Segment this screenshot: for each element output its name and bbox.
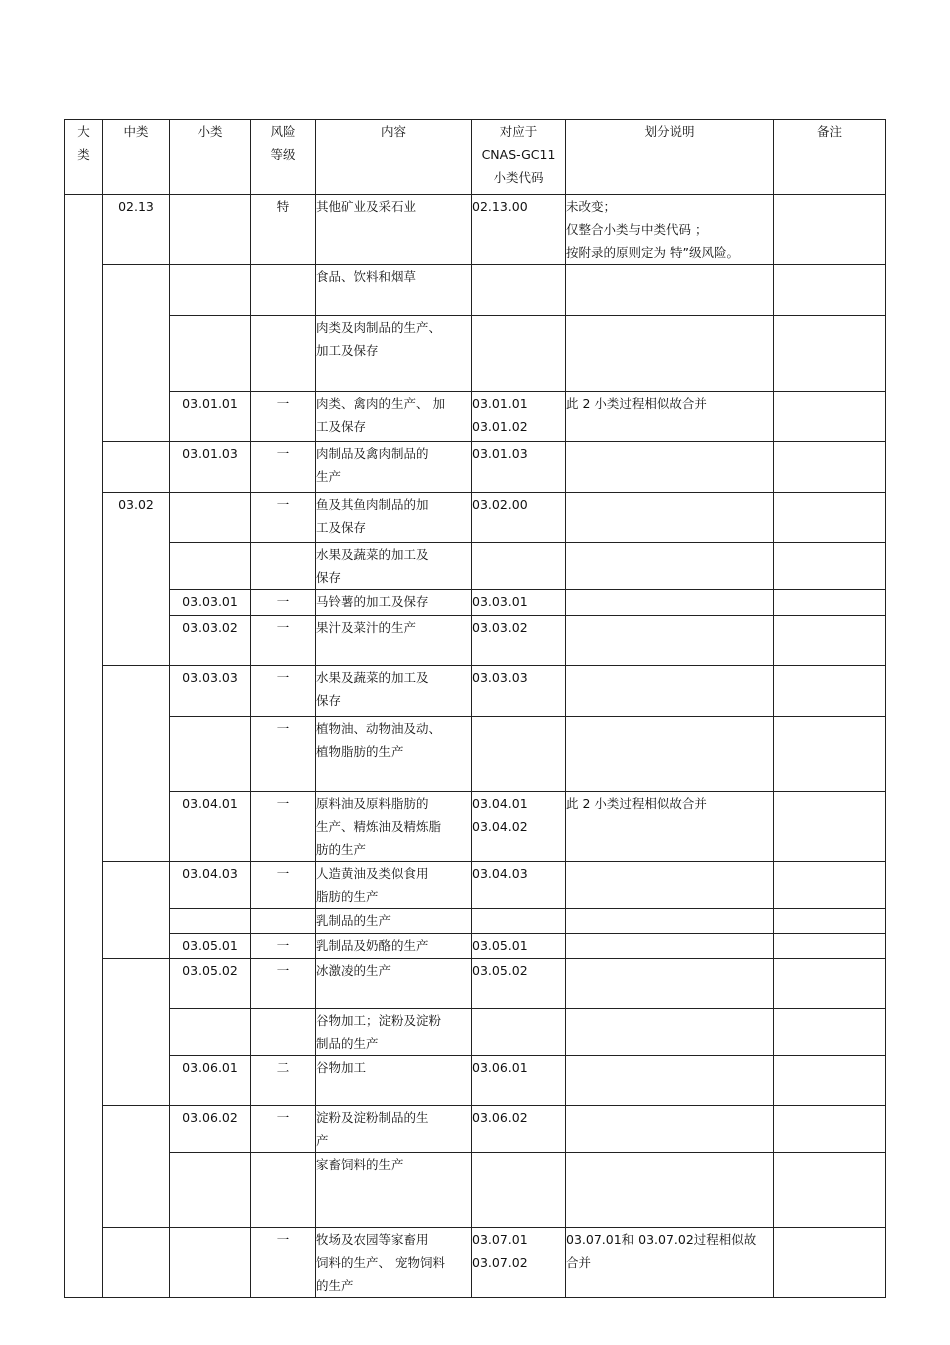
cell-minor: 03.03.03 <box>170 666 251 717</box>
cell-content <box>316 195 472 265</box>
cell-risk <box>251 1009 316 1056</box>
cell-cnas <box>472 316 566 392</box>
cell-cnas <box>472 717 566 792</box>
cell-cnas <box>472 392 566 442</box>
content-line: 马铃薯的加工及保存 <box>316 594 429 609</box>
cell-risk: 一 <box>251 493 316 543</box>
cell-minor: 03.04.01 <box>170 792 251 862</box>
cnas-line: 03.07.02 <box>472 1255 528 1270</box>
cell-remark <box>774 316 886 392</box>
cell-remark <box>774 616 886 666</box>
content-line: 乳制品的生产 <box>316 913 392 928</box>
cell-explain <box>566 493 774 543</box>
cell-explain <box>566 590 774 616</box>
cnas-line: 03.07.01 <box>472 1232 528 1247</box>
cell-risk <box>251 1153 316 1228</box>
content-line: 工及保存 <box>316 419 367 434</box>
cell-risk <box>251 316 316 392</box>
content-line: 肉制品及禽肉制品的 <box>316 446 429 461</box>
cnas-line: 03.01.02 <box>472 419 528 434</box>
cell-content <box>316 1106 472 1153</box>
cell-cnas <box>472 909 566 934</box>
cell-remark <box>774 1106 886 1153</box>
cell-minor: 03.01.01 <box>170 392 251 442</box>
cell-content <box>316 934 472 959</box>
table-row <box>65 195 886 265</box>
cell-remark <box>774 1009 886 1056</box>
content-line: 肉类及肉制品的生产、 <box>316 320 442 335</box>
cell-minor: 03.03.01 <box>170 590 251 616</box>
cell-cnas <box>472 265 566 316</box>
cell-explain <box>566 1056 774 1106</box>
content-line: 冰激凌的生产 <box>316 963 392 978</box>
cell-explain <box>566 392 774 442</box>
content-line: 植物脂肪的生产 <box>316 744 404 759</box>
cell-explain <box>566 792 774 862</box>
cell-cnas <box>472 442 566 493</box>
table-row <box>65 442 886 493</box>
cell-content <box>316 316 472 392</box>
cell-remark <box>774 934 886 959</box>
cell-remark <box>774 543 886 590</box>
content-line: 食品、饮料和烟草 <box>316 269 417 284</box>
content-line: 保存 <box>316 570 342 585</box>
cnas-line: 03.04.03 <box>472 866 528 881</box>
header-minor: 小类 <box>170 120 251 195</box>
cell-risk <box>251 265 316 316</box>
cell-minor: 03.05.02 <box>170 959 251 1009</box>
header-cnas: 对应于 CNAS-GC11 小类代码 <box>472 120 566 195</box>
cell-risk: 一 <box>251 616 316 666</box>
table-row <box>65 1106 886 1153</box>
table-row <box>65 1153 886 1228</box>
cell-remark <box>774 195 886 265</box>
cell-cnas <box>472 1228 566 1298</box>
cell-explain <box>566 265 774 316</box>
cnas-line: 03.03.01 <box>472 594 528 609</box>
content-line: 牧场及农园等家畜用 <box>316 1232 429 1247</box>
cell-mid <box>103 959 170 1106</box>
cell-risk <box>251 909 316 934</box>
cell-content <box>316 1009 472 1056</box>
cnas-line: 03.06.01 <box>472 1060 528 1075</box>
cell-risk: 一 <box>251 1106 316 1153</box>
cell-remark <box>774 1153 886 1228</box>
content-line: 的生产 <box>316 1278 354 1293</box>
cell-remark <box>774 862 886 909</box>
cell-minor: 03.06.02 <box>170 1106 251 1153</box>
header-explain: 划分说明 <box>566 120 774 195</box>
table-row <box>65 792 886 862</box>
cell-remark <box>774 265 886 316</box>
content-line: 家畜饲料的生产 <box>316 1157 404 1172</box>
cell-remark <box>774 1228 886 1298</box>
cell-content <box>316 1056 472 1106</box>
header-remark: 备注 <box>774 120 886 195</box>
cell-risk: 一 <box>251 442 316 493</box>
explain-line: 03.07.01和 03.07.02过程相似故 <box>566 1232 757 1247</box>
content-line: 水果及蔬菜的加工及 <box>316 670 429 685</box>
table-row <box>65 666 886 717</box>
cell-minor <box>170 195 251 265</box>
classification-table <box>64 119 886 1298</box>
cell-remark <box>774 959 886 1009</box>
content-line: 人造黄油及类似食用 <box>316 866 429 881</box>
cell-explain <box>566 934 774 959</box>
content-line: 谷物加工；淀粉及淀粉 <box>316 1013 442 1028</box>
cell-major <box>65 195 103 1298</box>
cell-cnas <box>472 1056 566 1106</box>
cell-cnas <box>472 792 566 862</box>
cell-remark <box>774 909 886 934</box>
cell-risk: 一 <box>251 862 316 909</box>
cell-cnas <box>472 959 566 1009</box>
cell-content <box>316 1153 472 1228</box>
cnas-line: 03.05.02 <box>472 963 528 978</box>
table-row <box>65 543 886 590</box>
cell-risk: 一 <box>251 934 316 959</box>
cnas-line: 03.01.01 <box>472 396 528 411</box>
cell-mid <box>103 1228 170 1298</box>
header-row <box>65 120 886 195</box>
cell-content <box>316 862 472 909</box>
cell-risk: 特 <box>251 195 316 265</box>
cell-explain <box>566 862 774 909</box>
table-row <box>65 1228 886 1298</box>
table-row <box>65 909 886 934</box>
cell-content <box>316 909 472 934</box>
table-row <box>65 717 886 792</box>
cell-content <box>316 717 472 792</box>
cell-explain <box>566 909 774 934</box>
table-row <box>65 316 886 392</box>
cell-content <box>316 616 472 666</box>
content-line: 生产、精炼油及精炼脂 <box>316 819 442 834</box>
table-row <box>65 590 886 616</box>
cell-minor <box>170 1153 251 1228</box>
explain-line: 合并 <box>566 1255 592 1270</box>
cell-mid <box>103 265 170 442</box>
cell-cnas <box>472 590 566 616</box>
cell-explain <box>566 316 774 392</box>
cnas-line: 03.06.02 <box>472 1110 528 1125</box>
table-row <box>65 934 886 959</box>
cell-risk: 二 <box>251 1056 316 1106</box>
cell-risk: 一 <box>251 590 316 616</box>
cell-risk <box>251 543 316 590</box>
table-row <box>65 265 886 316</box>
cell-explain <box>566 1228 774 1298</box>
cell-mid <box>103 442 170 493</box>
cell-risk: 一 <box>251 666 316 717</box>
header-risk: 风险 等级 <box>251 120 316 195</box>
cell-cnas <box>472 1153 566 1228</box>
cell-risk: 一 <box>251 717 316 792</box>
cnas-line: 03.02.00 <box>472 497 528 512</box>
cell-explain <box>566 666 774 717</box>
cell-cnas <box>472 1106 566 1153</box>
cell-remark <box>774 717 886 792</box>
cell-minor: 03.03.02 <box>170 616 251 666</box>
content-line: 谷物加工 <box>316 1060 367 1075</box>
content-line: 鱼及其鱼肉制品的加 <box>316 497 429 512</box>
cnas-line: 03.03.03 <box>472 670 528 685</box>
content-line: 肪的生产 <box>316 842 367 857</box>
content-line: 饲料的生产、 宠物饲料 <box>316 1255 445 1270</box>
cell-cnas <box>472 195 566 265</box>
cell-explain <box>566 442 774 493</box>
cell-explain <box>566 543 774 590</box>
content-line: 原料油及原料脂肪的 <box>316 796 429 811</box>
cnas-line: 02.13.00 <box>472 199 528 214</box>
cell-minor: 03.06.01 <box>170 1056 251 1106</box>
cell-content <box>316 543 472 590</box>
cell-cnas <box>472 543 566 590</box>
table-row <box>65 616 886 666</box>
content-line: 保存 <box>316 693 342 708</box>
cell-remark <box>774 792 886 862</box>
cell-content <box>316 442 472 493</box>
explain-line: 此 2 小类过程相似故合并 <box>566 796 707 811</box>
cell-minor <box>170 717 251 792</box>
cell-remark <box>774 1056 886 1106</box>
cell-explain <box>566 1153 774 1228</box>
cell-risk: 一 <box>251 792 316 862</box>
cell-explain <box>566 1106 774 1153</box>
cell-content <box>316 590 472 616</box>
cell-remark <box>774 392 886 442</box>
content-line: 淀粉及淀粉制品的生 <box>316 1110 429 1125</box>
table-row <box>65 1056 886 1106</box>
cell-cnas <box>472 666 566 717</box>
header-mid: 中类 <box>103 120 170 195</box>
content-line: 加工及保存 <box>316 343 379 358</box>
cell-mid <box>103 666 170 862</box>
cell-content <box>316 493 472 543</box>
cell-minor <box>170 543 251 590</box>
content-line: 果汁及菜汁的生产 <box>316 620 417 635</box>
cell-minor <box>170 1228 251 1298</box>
explain-line: 仅整合小类与中类代码 ； <box>566 222 708 237</box>
cell-cnas <box>472 1009 566 1056</box>
cell-explain <box>566 959 774 1009</box>
content-line: 脂肪的生产 <box>316 889 379 904</box>
explain-line: 此 2 小类过程相似故合并 <box>566 396 707 411</box>
table-row <box>65 392 886 442</box>
cell-content <box>316 392 472 442</box>
cell-minor: 03.01.03 <box>170 442 251 493</box>
cell-cnas <box>472 862 566 909</box>
cell-content <box>316 265 472 316</box>
cell-minor <box>170 1009 251 1056</box>
content-line: 植物油、动物油及动、 <box>316 721 442 736</box>
cell-remark <box>774 442 886 493</box>
table-row <box>65 493 886 543</box>
cell-remark <box>774 493 886 543</box>
cell-cnas <box>472 934 566 959</box>
cell-content <box>316 1228 472 1298</box>
cnas-line: 03.03.02 <box>472 620 528 635</box>
table-row <box>65 959 886 1009</box>
cell-explain <box>566 616 774 666</box>
cell-remark <box>774 666 886 717</box>
cell-explain <box>566 1009 774 1056</box>
cell-mid <box>103 862 170 959</box>
cell-explain <box>566 717 774 792</box>
cell-explain <box>566 195 774 265</box>
table-row <box>65 862 886 909</box>
cell-content <box>316 959 472 1009</box>
cell-minor <box>170 265 251 316</box>
cell-risk: 一 <box>251 959 316 1009</box>
cell-mid: 02.13 <box>103 195 170 265</box>
cell-mid <box>103 1106 170 1228</box>
cell-risk: 一 <box>251 1228 316 1298</box>
cell-content <box>316 792 472 862</box>
cell-minor <box>170 493 251 543</box>
cell-risk: 一 <box>251 392 316 442</box>
content-line: 水果及蔬菜的加工及 <box>316 547 429 562</box>
cell-cnas <box>472 493 566 543</box>
cell-minor: 03.04.03 <box>170 862 251 909</box>
content-line: 其他矿业及采石业 <box>316 199 417 214</box>
explain-line: 按附录的原则定为 特”级风险。 <box>566 245 739 260</box>
content-line: 工及保存 <box>316 520 367 535</box>
cell-minor <box>170 316 251 392</box>
cnas-line: 03.04.02 <box>472 819 528 834</box>
content-line: 乳制品及奶酪的生产 <box>316 938 429 953</box>
cell-minor <box>170 909 251 934</box>
explain-line: 未改变； <box>566 199 617 214</box>
content-line: 肉类、禽肉的生产、 加 <box>316 396 445 411</box>
cell-content <box>316 666 472 717</box>
table-row <box>65 1009 886 1056</box>
content-line: 制品的生产 <box>316 1036 379 1051</box>
cnas-line: 03.01.03 <box>472 446 528 461</box>
header-content: 内容 <box>316 120 472 195</box>
cnas-line: 03.04.01 <box>472 796 528 811</box>
header-major: 大 类 <box>65 120 103 195</box>
cell-minor: 03.05.01 <box>170 934 251 959</box>
cell-cnas <box>472 616 566 666</box>
cell-mid: 03.02 <box>103 493 170 666</box>
content-line: 产 <box>316 1133 329 1148</box>
content-line: 生产 <box>316 469 342 484</box>
cnas-line: 03.05.01 <box>472 938 528 953</box>
cell-remark <box>774 590 886 616</box>
